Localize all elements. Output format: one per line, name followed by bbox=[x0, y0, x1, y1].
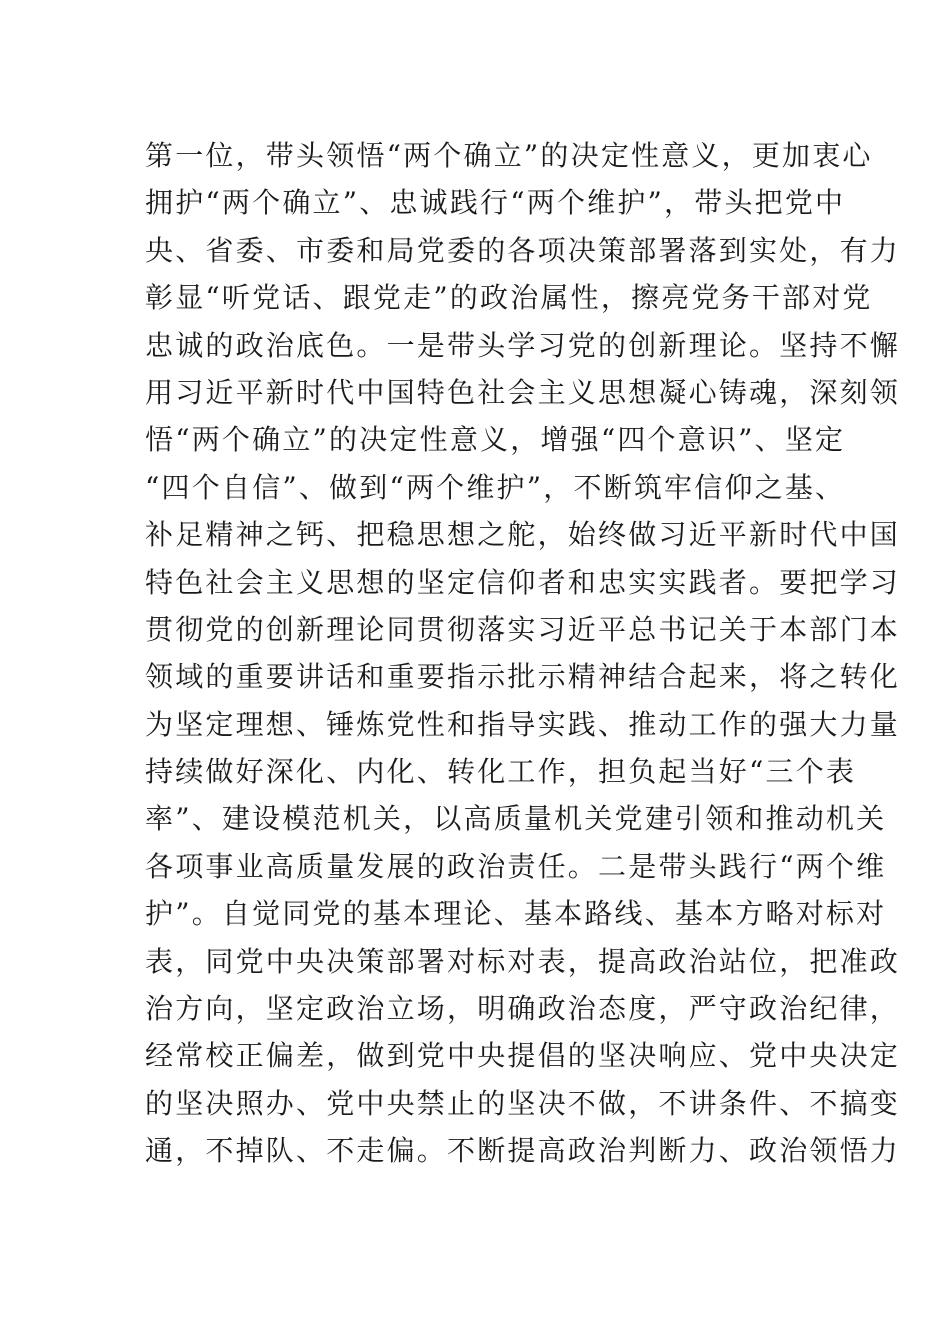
text-line-22: 通，不掉队、不走偏。不断提高政治判断力、政治领悟力 bbox=[145, 1134, 901, 1168]
text-line-1: 第一位，带头领悟“两个确立”的决定性意义，更加衷心 bbox=[145, 139, 873, 172]
text-line-14: 持续做好深化、内化、转化工作，担负起当好“三个表 bbox=[145, 755, 857, 789]
text-line-8: “四个自信”、做到“两个维护”，不断筑牢信仰之基、 bbox=[145, 470, 846, 504]
text-line-12: 领域的重要讲话和重要指示批示精神结合起来，将之转化 bbox=[145, 660, 901, 694]
text-line-6: 用习近平新时代中国特色社会主义思想凝心铸魂，深刻领 bbox=[145, 375, 901, 409]
text-line-19: 治方向，坚定政治立场，明确政治态度，严守政治纪律， bbox=[145, 992, 901, 1026]
text-line-21: 的坚决照办、党中央禁止的坚决不做，不讲条件、不搞变 bbox=[145, 1086, 901, 1120]
text-line-20: 经常校正偏差，做到党中央提倡的坚决响应、党中央决定 bbox=[145, 1039, 901, 1073]
text-line-2: 拥护“两个确立”、忠诚践行“两个维护”，带头把党中 bbox=[145, 186, 846, 220]
text-line-13: 为坚定理想、锤炼党性和指导实践、推动工作的强大力量 bbox=[145, 707, 901, 741]
text-line-3: 央、省委、市委和局党委的各项决策部署落到实处，有力 bbox=[145, 233, 901, 267]
text-line-15: 率”、建设模范机关，以高质量机关党建引领和推动机关 bbox=[145, 802, 887, 836]
text-line-5: 忠诚的政治底色。一是带头学习党的创新理论。坚持不懈 bbox=[145, 328, 901, 362]
text-line-9: 补足精神之钙、把稳思想之舵，始终做习近平新时代中国 bbox=[145, 518, 901, 552]
text-line-4: 彰显“听党话、跟党走”的政治属性，擦亮党务干部对党 bbox=[145, 281, 873, 315]
text-line-11: 贯彻党的创新理论同贯彻落实习近平总书记关于本部门本 bbox=[145, 612, 901, 646]
text-line-10: 特色社会主义思想的坚定信仰者和忠实实践者。要把学习 bbox=[145, 565, 901, 599]
body-paragraph bbox=[145, 132, 901, 1175]
text-line-16: 各项事业高质量发展的政治责任。二是带头践行“两个维 bbox=[145, 849, 887, 883]
text-line-18: 表，同党中央决策部署对标对表，提高政治站位，把准政 bbox=[145, 944, 901, 978]
text-line-17: 护”。自觉同党的基本理论、基本路线、基本方略对标对 bbox=[145, 897, 887, 931]
text-line-7: 悟“两个确立”的决定性意义，增强“四个意识”、坚定 bbox=[145, 423, 846, 457]
